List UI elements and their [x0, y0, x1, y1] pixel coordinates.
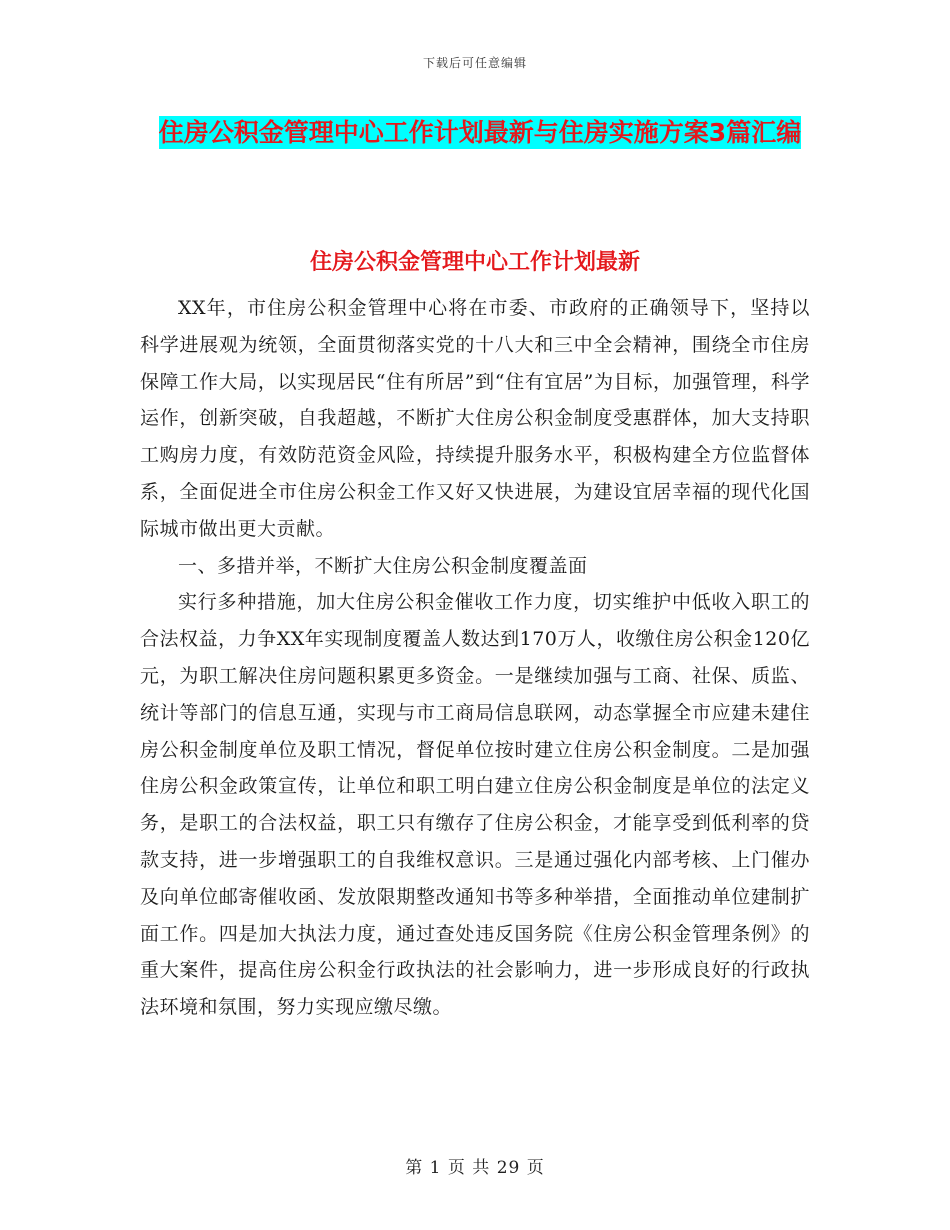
section-heading: 住房公积金管理中心工作计划最新 [309, 250, 640, 275]
document-body [140, 290, 810, 1026]
page-number: 第 1 页 共 29 页 [405, 1158, 545, 1178]
document-title [140, 110, 820, 156]
paragraph-measures: 实行多种措施，加大住房公积金催收工作力度，切实维护中低收入职工的合法权益，力争XX年实现制度覆盖人数达到170万人，收缴住房公积金120亿元，为职工解决住房问题积累更多资金。一是继续加强与工商、社保、质监、统计等部门的信息互通，实现与市工商局信息联网，动态掌握全市应建未建住房公积金制度单位及职工情况，督促单位按时建立住房公积金制度。二是加强住房公积金政策宣传，让单位和职工明白建立住房公积金制度是单位的法定义务，是职工的合法权益，职工只有缴存了住房公积金，才能享受到低利率的贷款支持，进一步增强职工的自我维权意识。三是通过强化内部考核、上门催办及向单位邮寄催收函、发放限期整改通知书等多种举措，全面推动单位建制扩面工作。四是加大执法力度，通过查处违反国务院《住房公积金管理条例》的重大案件，提高住房公积金行政执法的社会影响力，进一步形成良好的行政执法环境和氛围，努力实现应缴尽缴。 [140, 591, 810, 1019]
header-note: 下载后可任意编辑 [422, 56, 527, 70]
paragraph-subheading: 一、多措并举，不断扩大住房公积金制度覆盖面 [178, 554, 588, 577]
document-title-text: 住房公积金管理中心工作计划最新与住房实施方案3篇汇编 [158, 118, 802, 147]
paragraph-intro: XX年，市住房公积金管理中心将在市委、市政府的正确领导下，坚持以科学进展观为统领，全面贯彻落实党的十八大和三中全会精神，围绕全市住房保障工作大局，以实现居民“住有所居”到“住有宜居”为目标，加强管理，科学运作，创新突破，自我超越，不断扩大住房公积金制度受惠群体，加大支持职工购房力度，有效防范资金风险，持续提升服务水平，积极构建全方位监督体系，全面促进全市住房公积金工作又好又快进展，为建设宜居幸福的现代化国际城市做出更大贡献。 [140, 297, 810, 540]
